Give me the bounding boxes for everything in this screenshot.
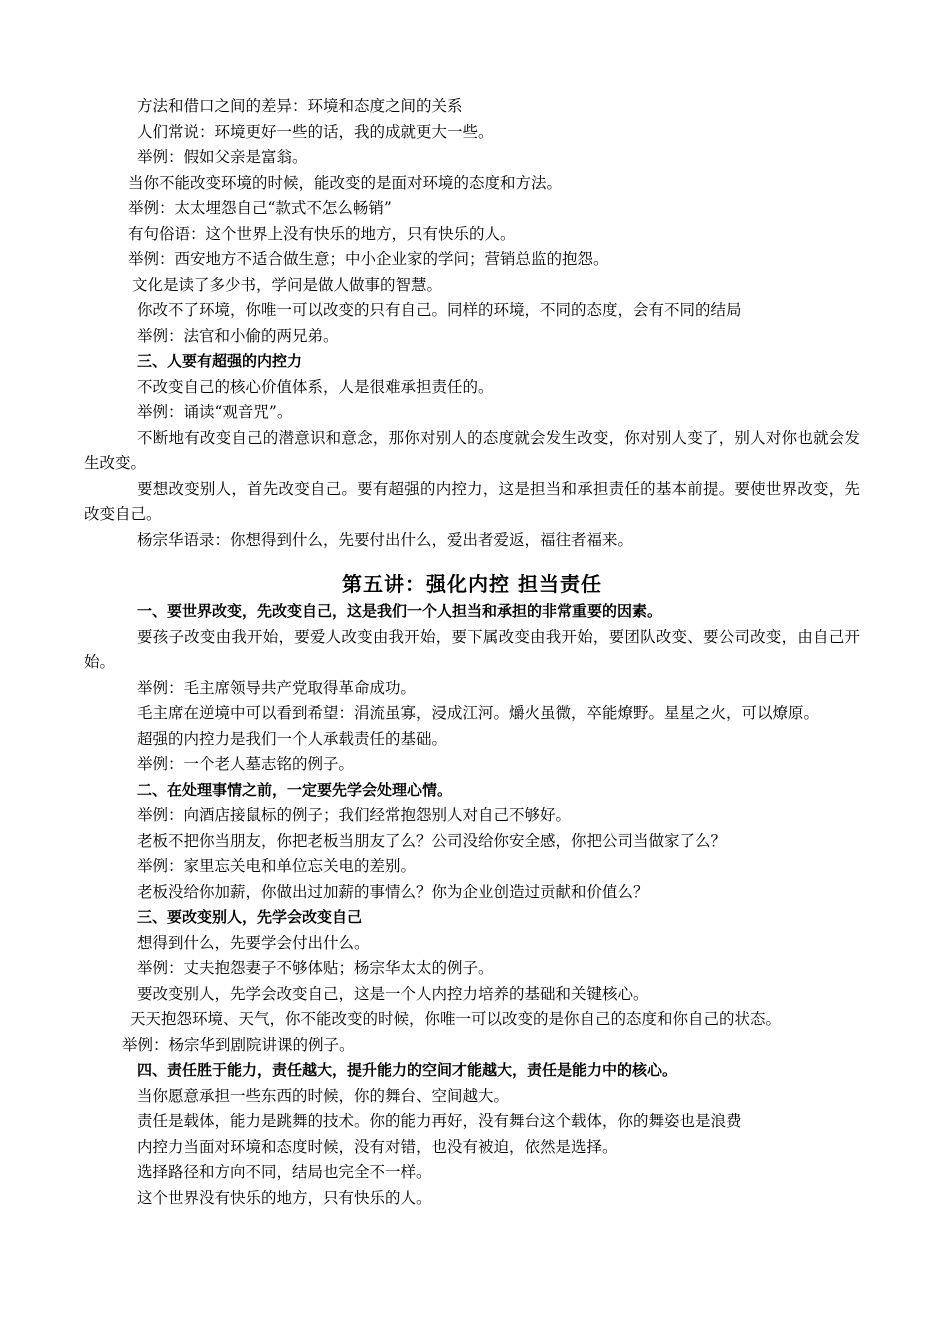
text-line: 要改变别人，先学会改变自己，这是一个人内控力培养的基础和关键核心。 bbox=[137, 984, 649, 1003]
text-line: 举例：向酒店接鼠标的例子；我们经常抱怨别人对自己不够好。 bbox=[137, 806, 572, 824]
text-line: 责任是载体，能力是跳舞的技术。你的能力再好，没有舞台这个载体，你的舞姿也是浪费 bbox=[137, 1112, 742, 1130]
paragraph: 毛主席在逆境中可以看到希望：涓流虽寡，浸成江河。爝火虽微，卒能燎野。星星之火，可以燎原。 bbox=[137, 704, 820, 722]
text-line: 想得到什么，先要学会付出什么。 bbox=[137, 933, 370, 952]
text-line: 举例：太太埋怨自己“款式不怎么畅销” bbox=[128, 199, 392, 217]
text-line: 你改不了环境，你唯一可以改变的只有自己。同样的环境，不同的态度，会有不同的结局 bbox=[137, 301, 742, 319]
document-page bbox=[84, 94, 860, 1211]
text-line: 这个世界没有快乐的地方，只有快乐的人。 bbox=[137, 1188, 432, 1207]
text-line: 举例：丈夫抱怨妻子不够体贴；杨宗华太太的例子。 bbox=[137, 959, 494, 977]
text-line: 文化是读了多少书，学问是做人做事的智慧。 bbox=[132, 275, 443, 294]
section-heading: 三、人要有超强的内控力 bbox=[137, 352, 303, 370]
section-heading: 三、要改变别人，先学会改变自己 bbox=[137, 908, 363, 926]
section-heading: 二、在处理事情之前，一定要先学会处理心情。 bbox=[137, 780, 453, 799]
paragraph: 要想改变别人，首先改变自己。要有超强的内控力，这是担当和承担责任的基本前提。要使世界改变，先改变自己。 bbox=[84, 479, 860, 523]
lecture-title: 第五讲：强化内控 担当责任 bbox=[342, 572, 602, 596]
text-line: 超强的内控力是我们一个人承载责任的基础。 bbox=[137, 729, 448, 748]
text-line: 举例：一个老人墓志铭的例子。 bbox=[137, 755, 355, 773]
text-line: 举例：毛主席领导共产党取得革命成功。 bbox=[137, 678, 417, 697]
text-line: 当你愿意承担一些东西的时候，你的舞台、空间越大。 bbox=[137, 1086, 510, 1105]
text-line: 举例：杨宗华到剧院讲课的例子。 bbox=[122, 1035, 355, 1054]
text-line: 内控力当面对环境和态度时候，没有对错，也没有被迫，依然是选择。 bbox=[137, 1137, 618, 1156]
text-line: 举例：诵读“观音咒”。 bbox=[137, 403, 293, 421]
text-line: 举例：西安地方不适合做生意；中小企业家的学问；营销总监的抱怨。 bbox=[128, 250, 609, 268]
text-line: 有句俗语：这个世界上没有快乐的地方，只有快乐的人。 bbox=[128, 224, 516, 243]
paragraph: 天天抱怨环境、天气，你不能改变的时候，你唯一可以改变的是你自己的态度和你自己的状态。 bbox=[130, 1010, 782, 1028]
text-line: 人们常说：环境更好一些的话，我的成就更大一些。 bbox=[137, 122, 494, 141]
text-line: 老板没给你加薪，你做出过加薪的事情么？你为企业创造过贡献和价值么？ bbox=[137, 882, 649, 901]
text-line: 举例：家里忘关电和单位忘关电的差别。 bbox=[137, 857, 417, 875]
text-line: 当你不能改变环境的时候，能改变的是面对环境的态度和方法。 bbox=[128, 173, 563, 192]
section-heading: 一、要世界改变，先改变自己，这是我们一个人担当和承担的非常重要的因素。 bbox=[137, 602, 663, 620]
text-line: 举例：假如父亲是富翁。 bbox=[137, 148, 308, 166]
paragraph: 不断地有改变自己的潜意识和意念，那你对别人的态度就会发生改变，你对别人变了，别人对你也就会发生改变。 bbox=[84, 428, 860, 472]
quote-line: 杨宗华语录：你想得到什么，先要付出什么，爱出者爱返，福往者福来。 bbox=[137, 530, 634, 549]
section-heading: 四、责任胜于能力，责任越大，提升能力的空间才能越大，责任是能力中的核心。 bbox=[137, 1061, 678, 1079]
text-line: 方法和借口之间的差异：环境和态度之间的关系 bbox=[137, 97, 463, 115]
text-line: 不改变自己的核心价值体系，人是很难承担责任的。 bbox=[137, 377, 494, 396]
text-line: 老板不把你当朋友，你把老板当朋友了么？公司没给你安全感，你把公司当做家了么？ bbox=[137, 831, 727, 850]
paragraph: 要孩子改变由我开始，要爱人改变由我开始，要下属改变由我开始，要团队改变、要公司改变，由自己开始。 bbox=[84, 627, 860, 671]
text-line: 举例：法官和小偷的两兄弟。 bbox=[137, 326, 339, 345]
text-line: 选择路径和方向不同，结局也完全不一样。 bbox=[137, 1163, 432, 1181]
